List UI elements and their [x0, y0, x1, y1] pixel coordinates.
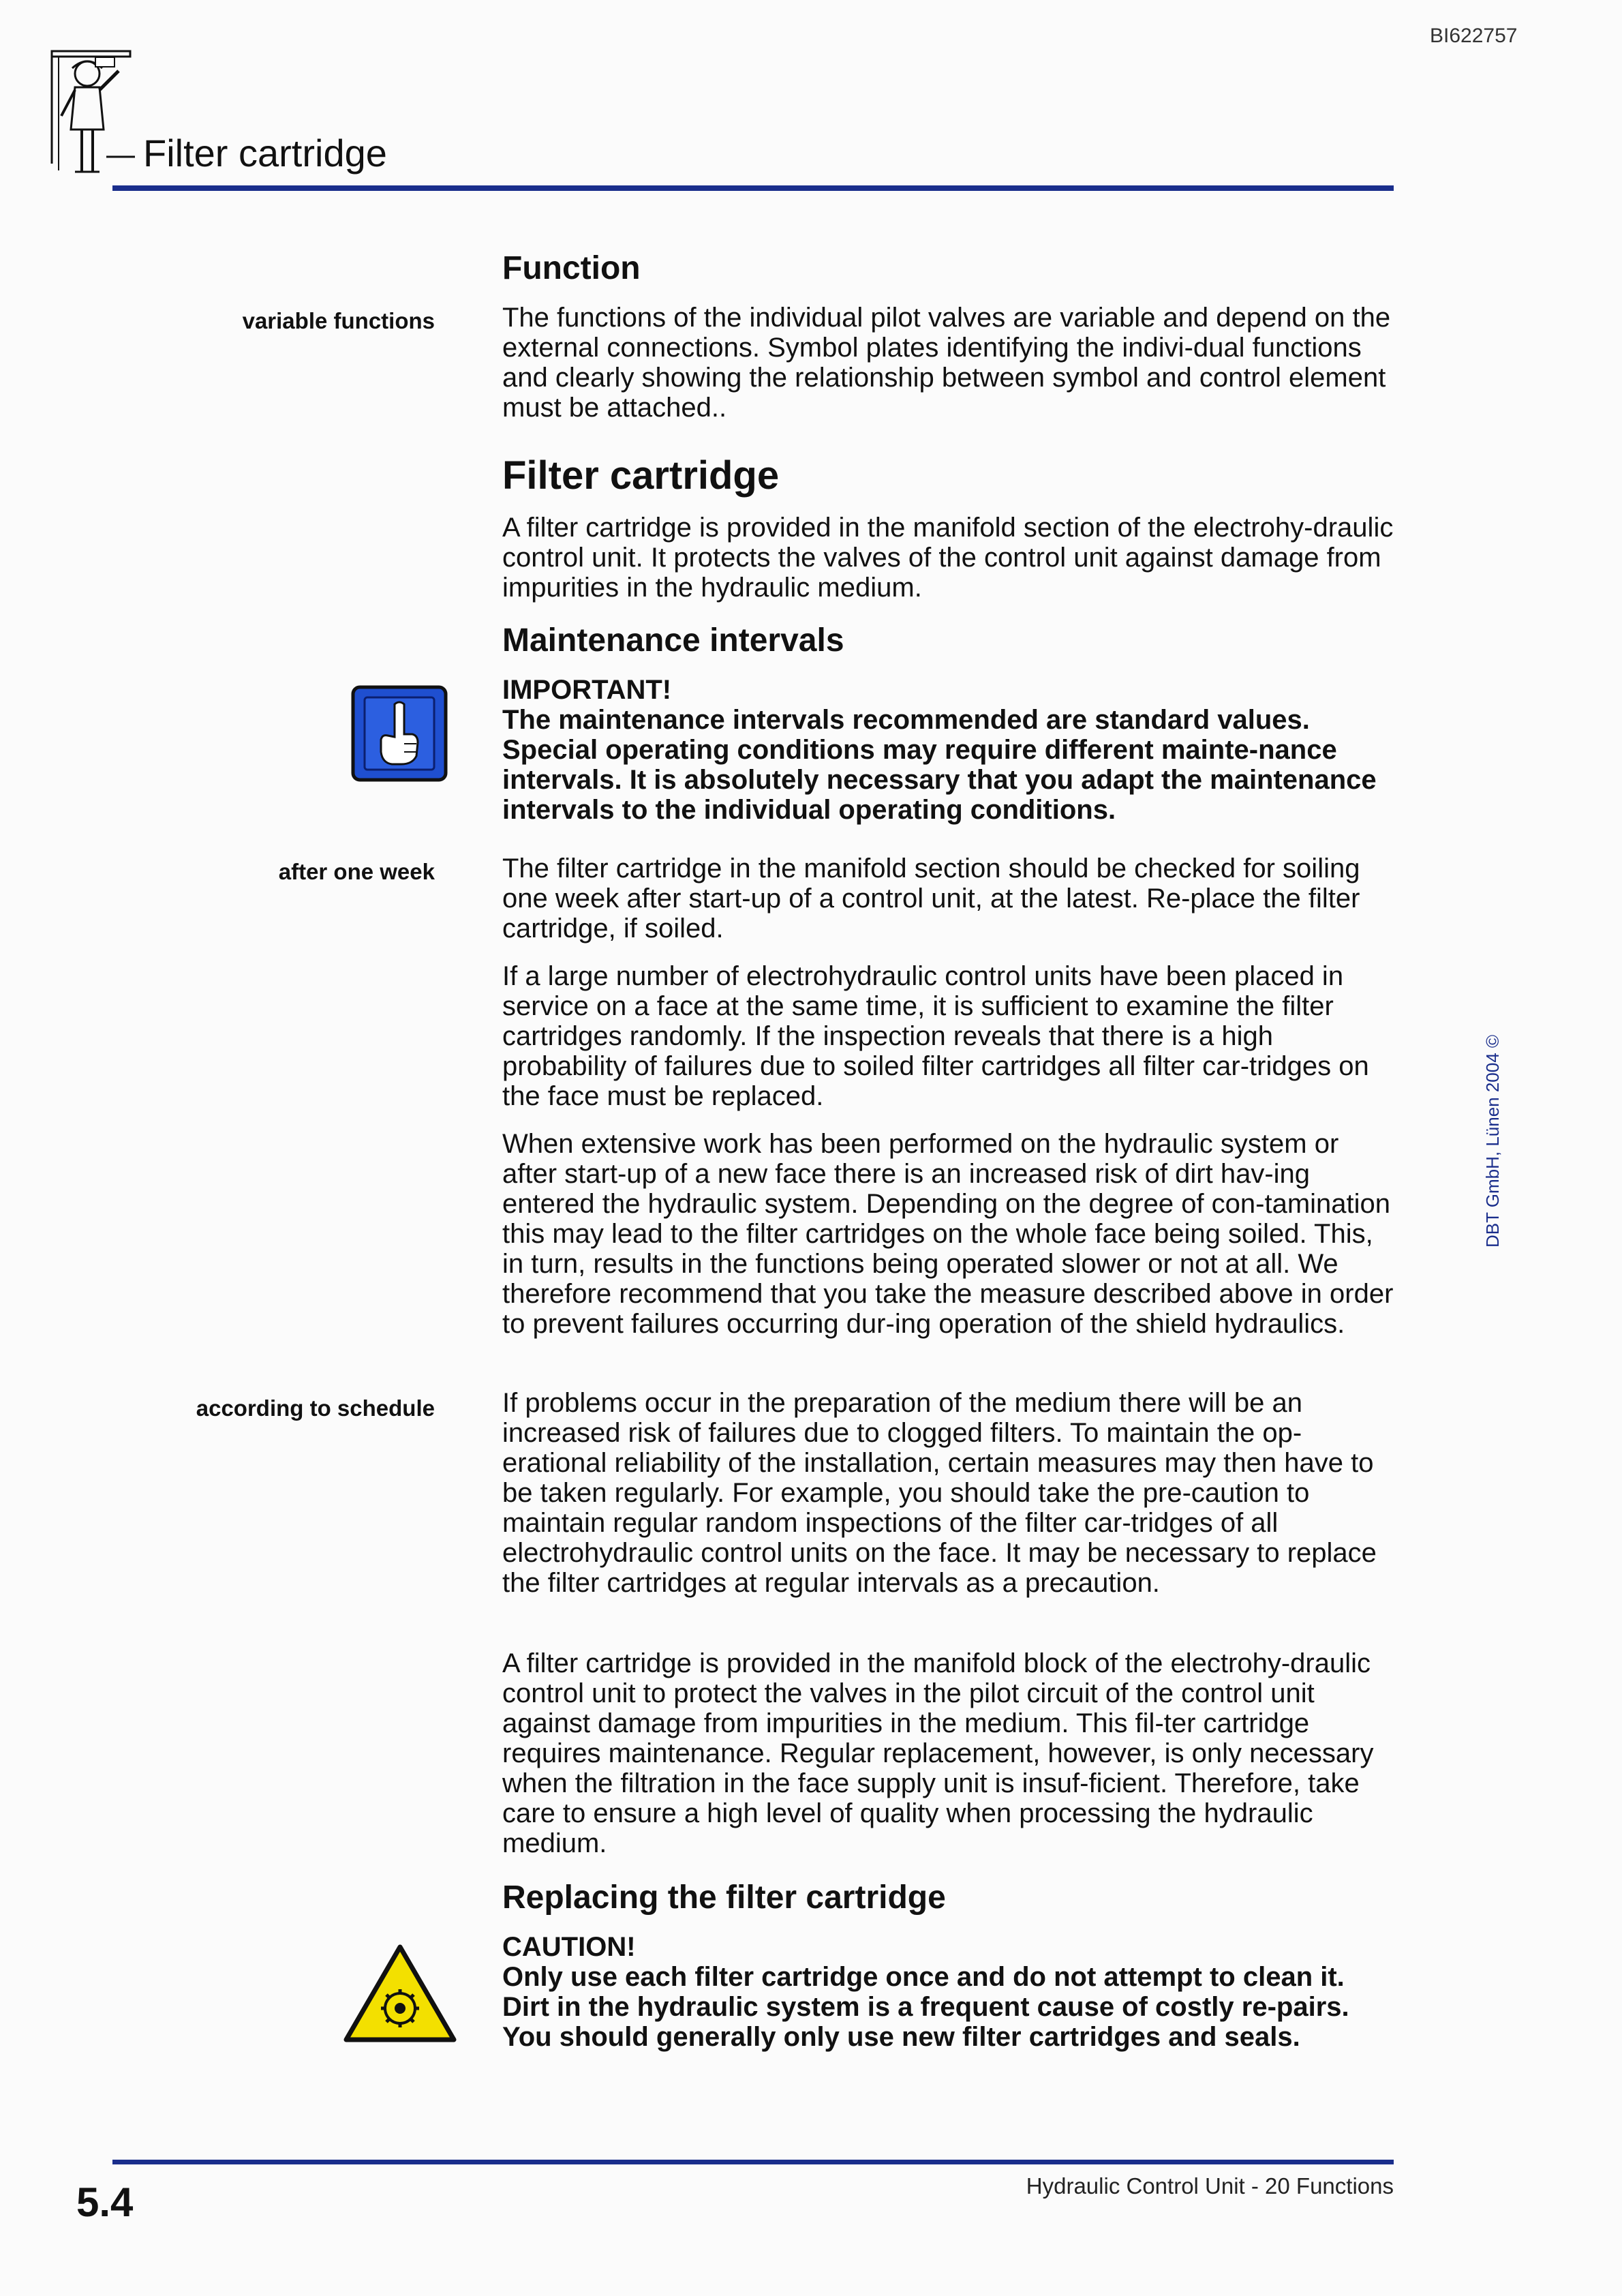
- maintenance-intervals-heading: Maintenance intervals: [502, 622, 844, 659]
- caution-notice: [502, 1932, 1395, 2052]
- document-id: BI622757: [1430, 25, 1518, 47]
- filter-cartridge-paragraph: A filter cartridge is provided in the manifold section of the electrohy-draulic control unit. It protects the valves of the control unit against damage from impurities in the hydraulic medium.: [502, 513, 1394, 603]
- page-number: 5.4: [76, 2179, 134, 2225]
- after-one-week-paragraph: The filter cartridge in the manifold section should be checked for soiling one week after start-up of a control unit, at the latest. Re-place the filter cartridge, if soiled.: [502, 854, 1360, 943]
- function-heading: Function: [502, 250, 641, 286]
- pointing-hand-icon: [351, 685, 448, 782]
- margin-label-after-one-week: after one week: [278, 859, 435, 884]
- important-text: The maintenance intervals recommended are standard values. Special operating conditions may require different mainte-nance intervals. It is absolutely necessary that you adapt the maintenance intervals to the individual operating conditions.: [502, 705, 1377, 825]
- footer-rule: [112, 2160, 1394, 2164]
- start-figure-icon: [48, 48, 136, 184]
- copyright-notice: DBT GmbH, Lünen 2004 ©: [1482, 1034, 1503, 1248]
- random-inspection-paragraph: If a large number of electrohydraulic control units have been placed in service on a face at the same time, it is sufficient to examine the filter cartridges randomly. If the inspection reveals that there is a high probability of failures due to soiled filter cartridges all filter car-tridges on the face must be replaced.: [502, 961, 1369, 1111]
- schedule-paragraph: If problems occur in the preparation of the medium there will be an increased risk of failures due to clogged filters. To maintain the op-erational reliability of the installation, certain measures may then have to be taken regularly. For example, you should take the pre-caution to maintain regular random inspections of the filter car-tridges of all electrohydraulic control units on the face. It may be necessary to replace the filter cartridges at regular intervals as a precaution.: [502, 1388, 1377, 1598]
- replacing-filter-heading: Replacing the filter cartridge: [502, 1879, 946, 1916]
- header-rule: [112, 185, 1394, 191]
- margin-label-according-to-schedule: according to schedule: [196, 1395, 435, 1421]
- function-paragraph: The functions of the individual pilot valves are variable and depend on the external connections. Symbol plates identifying the indivi-dual functions and clearly showing the relationship between symbol and control element must be attached..: [502, 303, 1391, 423]
- important-notice: [502, 675, 1395, 825]
- important-label: IMPORTANT!: [502, 675, 672, 705]
- caution-text: Only use each filter cartridge once and do not attempt to clean it. Dirt in the hydraulic system is a frequent cause of costly re-pairs. You should generally only use new filter cartridges and seals.: [502, 1962, 1349, 2052]
- filter-cartridge-heading: Filter cartridge: [502, 453, 780, 498]
- manifold-block-paragraph: A filter cartridge is provided in the manifold block of the electrohy-draulic control unit to protect the valves in the pilot circuit of the control unit against damage from impurities in the medium. This fil-ter cartridge requires maintenance. Regular replacement, however, is only necessary when the filtration in the face supply unit is insuf-ficient. Therefore, take care to ensure a high level of quality when processing the hydraulic medium.: [502, 1648, 1374, 1858]
- extensive-work-paragraph: When extensive work has been performed on the hydraulic system or after start-up of a new face there is an increased risk of dirt hav-ing entered the hydraulic system. Depending on the degree of con-tamination this may lead to the filter cartridges on the whole face being soiled. This, in turn, results in the functions being operated slower or not at all. We therefore recommend that you take the measure described above in order to prevent failures occurring dur-ing operation of the shield hydraulics.: [502, 1129, 1394, 1339]
- caution-label: CAUTION!: [502, 1932, 636, 1962]
- page-title: Filter cartridge: [143, 132, 387, 175]
- margin-label-variable-functions: variable functions: [242, 308, 435, 333]
- machine-damage-warning-icon: [342, 1943, 458, 2044]
- footer-title: Hydraulic Control Unit - 20 Functions: [1026, 2173, 1394, 2199]
